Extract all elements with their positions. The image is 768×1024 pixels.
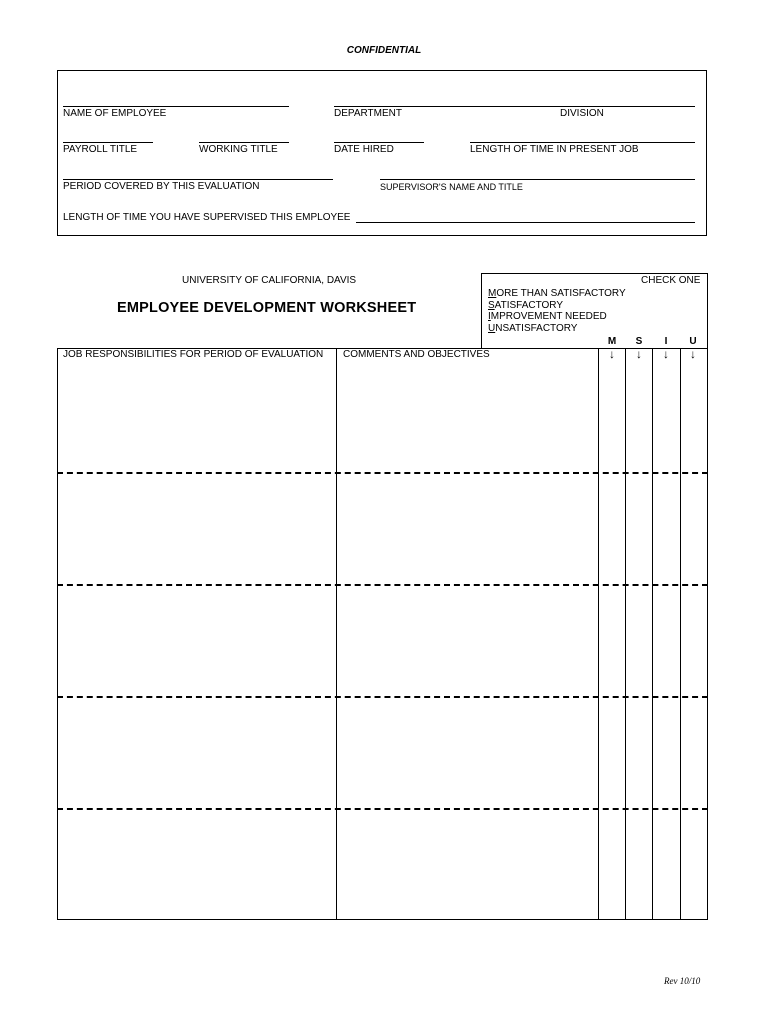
length-supervised-line[interactable] [356,222,695,223]
date-hired-line[interactable] [334,142,424,143]
working-title-label: WORKING TITLE [199,144,278,155]
evaluation-grid [57,348,708,920]
confidential-label: CONFIDENTIAL [346,45,422,56]
down-arrow-icon: ↓ [663,347,669,361]
department-division-line[interactable] [334,106,695,107]
rating-option-i: IMPROVEMENT NEEDED [488,311,607,322]
grid-column-divider [336,348,337,920]
name-of-employee-label: NAME OF EMPLOYEE [63,108,167,119]
working-title-line[interactable] [199,142,289,143]
date-hired-label: DATE HIRED [334,144,394,155]
column-mark-i: I [664,336,668,347]
down-arrow-icon: ↓ [690,347,696,361]
payroll-title-label: PAYROLL TITLE [63,144,138,155]
row-divider [57,472,708,474]
payroll-title-line[interactable] [63,142,153,143]
grid-column-divider [652,348,653,920]
row-divider [57,696,708,698]
down-arrow-icon: ↓ [609,347,615,361]
down-arrow-icon: ↓ [636,347,642,361]
grid-column-divider [625,348,626,920]
revision-label: Rev 10/10 [664,976,701,986]
row-divider [57,808,708,810]
rating-option-u: UNSATISFACTORY [488,323,578,334]
division-label: DIVISION [560,108,604,119]
supervisor-name-label: SUPERVISOR'S NAME AND TITLE [380,182,523,192]
column-mark-u: U [689,336,697,347]
rating-option-s: SATISFACTORY [488,300,564,311]
form-title: EMPLOYEE DEVELOPMENT WORKSHEET [117,300,417,316]
check-one-label: CHECK ONE [641,275,701,286]
length-in-job-line[interactable] [470,142,695,143]
period-covered-label: PERIOD COVERED BY THIS EVALUATION [63,181,260,192]
grid-column-divider [598,348,599,920]
name-of-employee-line[interactable] [63,106,289,107]
length-supervised-label: LENGTH OF TIME YOU HAVE SUPERVISED THIS EMPLOYEE [63,212,351,223]
comments-objectives-header: COMMENTS AND OBJECTIVES [343,349,490,360]
length-in-job-label: LENGTH OF TIME IN PRESENT JOB [470,144,639,155]
supervisor-name-line[interactable] [380,179,695,180]
rating-option-m: MORE THAN SATISFACTORY [488,288,626,299]
department-label: DEPARTMENT [334,108,402,119]
grid-column-divider [680,348,681,920]
row-divider [57,584,708,586]
job-responsibilities-header: JOB RESPONSIBILITIES FOR PERIOD OF EVALUATION [63,349,324,360]
column-mark-s: S [635,336,643,347]
university-name: UNIVERSITY OF CALIFORNIA, DAVIS [182,275,357,286]
column-mark-m: M [607,336,617,347]
period-covered-line[interactable] [63,179,333,180]
